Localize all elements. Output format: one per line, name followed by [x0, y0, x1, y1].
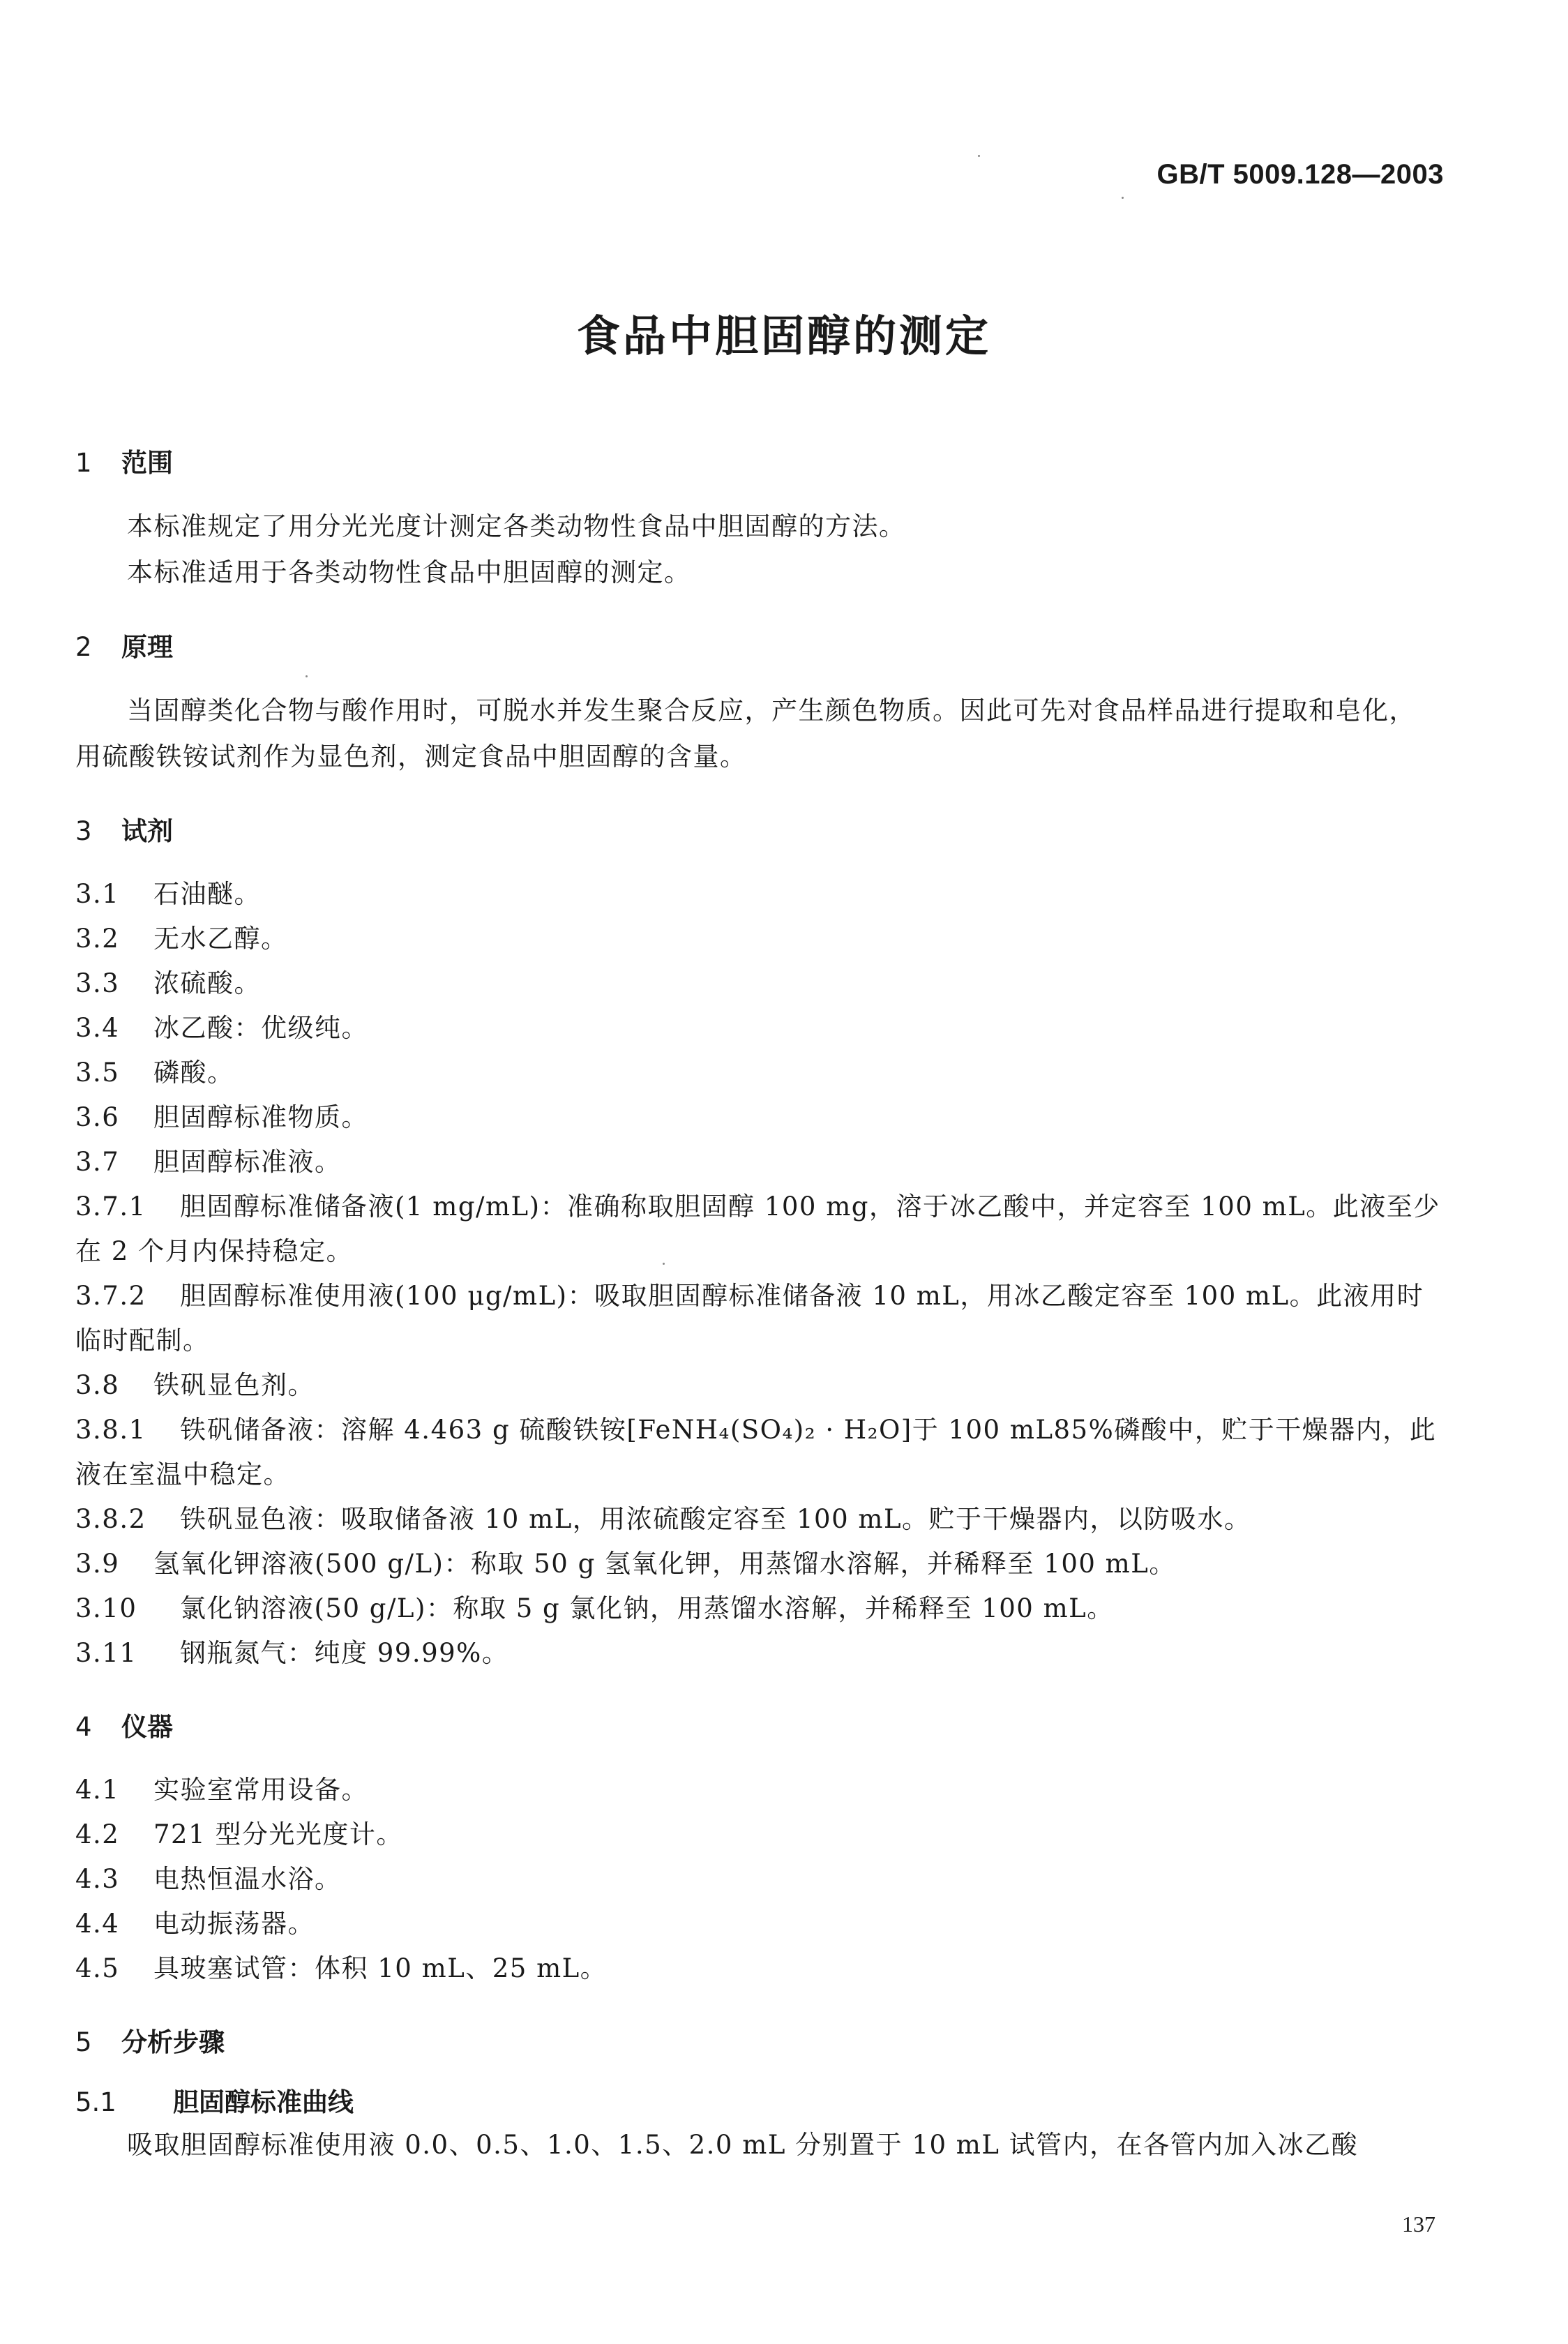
list-item: [75, 1363, 1442, 1408]
section-title: 原理: [121, 632, 173, 662]
list-item: [75, 872, 1442, 917]
list-item: [75, 1497, 1442, 1542]
item-number: 4.4: [75, 1909, 120, 1939]
item-number: 3.2: [75, 924, 120, 954]
section-heading-scope: [75, 446, 1442, 480]
list-item: [75, 1946, 1442, 1991]
list-item: [75, 1185, 1442, 1274]
section-title: 试剂: [121, 816, 173, 846]
section-heading-apparatus: [75, 1711, 1442, 1744]
scan-speck: [978, 155, 980, 157]
item-number: 3.7.2: [75, 1281, 146, 1311]
item-text: 721 型分光光度计。: [153, 1819, 403, 1849]
section-heading-principle: [75, 631, 1442, 664]
section-number: 5: [75, 2027, 92, 2057]
section-number: 3: [75, 816, 92, 846]
item-number: 3.3: [75, 968, 120, 998]
scan-speck: [1122, 197, 1124, 199]
item-number: 3.8: [75, 1370, 120, 1400]
page-number: 137: [1402, 2211, 1435, 2237]
standard-code: GB/T 5009.128—2003: [1156, 159, 1444, 190]
list-item: [75, 1006, 1442, 1051]
list-item: [75, 1408, 1442, 1497]
item-text: 无水乙醇。: [153, 924, 288, 954]
subsection-number: 5.1: [75, 2087, 116, 2117]
list-item: [75, 1586, 1442, 1631]
paragraph: 本标准规定了用分光光度计测定各类动物性食品中胆固醇的方法。: [127, 511, 906, 541]
section-heading-procedure: [75, 2026, 1442, 2059]
list-item: [75, 1902, 1442, 1946]
paragraph: 当固醇类化合物与酸作用时，可脱水并发生聚合反应，产生颜色物质。因此可先对食品样品进行提取和皂化，用硫酸铁铵试剂作为显色剂，测定食品中胆固醇的含量。: [75, 696, 1416, 772]
item-text: 冰乙酸：优级纯。: [153, 1013, 368, 1043]
item-text: 氯化钠溶液(50 g/L)：称取 5 g 氯化钠，用蒸馏水溶解，并稀释至 100 mL。: [180, 1593, 1114, 1623]
item-text: 石油醚。: [153, 879, 261, 909]
scan-speck: [663, 1263, 665, 1265]
section-number: 2: [75, 632, 92, 662]
list-item: [75, 1857, 1442, 1902]
item-text: 浓硫酸。: [153, 968, 261, 998]
item-text: 电热恒温水浴。: [153, 1864, 342, 1894]
subsection-heading: [75, 2083, 1442, 2122]
list-item: [75, 1140, 1442, 1185]
section-title: 范围: [121, 448, 173, 478]
item-text: 胆固醇标准液。: [153, 1147, 342, 1177]
item-number: 3.5: [75, 1058, 120, 1088]
item-number: 3.4: [75, 1013, 120, 1043]
apparatus-list: [75, 1768, 1442, 1991]
item-text: 磷酸。: [153, 1058, 234, 1088]
item-text: 钢瓶氮气：纯度 99.99%。: [180, 1638, 509, 1668]
item-text: 铁矾显色剂。: [153, 1370, 315, 1400]
list-item: [75, 961, 1442, 1006]
item-text: 铁矾显色液：吸取储备液 10 mL，用浓硫酸定容至 100 mL。贮于干燥器内，以防吸水。: [180, 1504, 1251, 1534]
reagent-list: [75, 872, 1442, 1676]
section-number: 4: [75, 1712, 92, 1742]
list-item: [75, 1542, 1442, 1586]
item-number: 4.1: [75, 1775, 120, 1805]
item-text: 氢氧化钾溶液(500 g/L)：称取 50 g 氢氧化钾，用蒸馏水溶解，并稀释至 100 mL。: [153, 1549, 1176, 1579]
item-number: 4.5: [75, 1953, 120, 1983]
item-text: 电动振荡器。: [153, 1909, 315, 1939]
list-item: [75, 1768, 1442, 1812]
item-number: 3.8.1: [75, 1415, 146, 1445]
list-item: [75, 1051, 1442, 1095]
item-text: 胆固醇标准使用液(100 μg/mL)：吸取胆固醇标准储备液 10 mL，用冰乙酸定容至 100 mL。此液用时临时配制。: [75, 1281, 1424, 1355]
item-number: 4.2: [75, 1819, 120, 1849]
item-number: 3.10: [75, 1593, 137, 1623]
item-number: 3.11: [75, 1638, 137, 1668]
list-item: [75, 917, 1442, 961]
item-number: 3.7: [75, 1147, 120, 1177]
paragraph: 本标准适用于各类动物性食品中胆固醇的测定。: [127, 557, 691, 587]
item-text: 具玻塞试管：体积 10 mL、25 mL。: [153, 1953, 608, 1983]
item-number: 3.7.1: [75, 1192, 146, 1222]
section-title: 分析步骤: [121, 2027, 225, 2057]
item-text: 胆固醇标准储备液(1 mg/mL)：准确称取胆固醇 100 mg，溶于冰乙酸中，并定容至 100 mL。此液至少在 2 个月内保持稳定。: [75, 1192, 1440, 1266]
list-item: [75, 1631, 1442, 1676]
section-heading-reagents: [75, 815, 1442, 848]
document-body: [75, 446, 1442, 2168]
item-number: 3.8.2: [75, 1504, 146, 1534]
paragraph: 吸取胆固醇标准使用液 0.0、0.5、1.0、1.5、2.0 mL 分别置于 10 mL 试管内，在各管内加入冰乙酸: [127, 2130, 1359, 2160]
item-number: 3.6: [75, 1102, 120, 1132]
list-item: [75, 1095, 1442, 1140]
section-number: 1: [75, 448, 92, 478]
section-title: 仪器: [121, 1712, 173, 1742]
document-title: 食品中胆固醇的测定: [576, 310, 991, 361]
item-number: 3.9: [75, 1549, 120, 1579]
item-text: 实验室常用设备。: [153, 1775, 368, 1805]
item-number: 4.3: [75, 1864, 120, 1894]
subsection-title: 胆固醇标准曲线: [173, 2087, 354, 2117]
item-text: 铁矾储备液：溶解 4.463 g 硫酸铁铵[FeNH₄(SO₄)₂ · H₂O]于 100 mL85%磷酸中，贮于干燥器内，此液在室温中稳定。: [75, 1415, 1437, 1489]
list-item: [75, 1812, 1442, 1857]
item-text: 胆固醇标准物质。: [153, 1102, 368, 1132]
list-item: [75, 1274, 1442, 1363]
scan-speck: [306, 675, 308, 677]
item-number: 3.1: [75, 879, 120, 909]
